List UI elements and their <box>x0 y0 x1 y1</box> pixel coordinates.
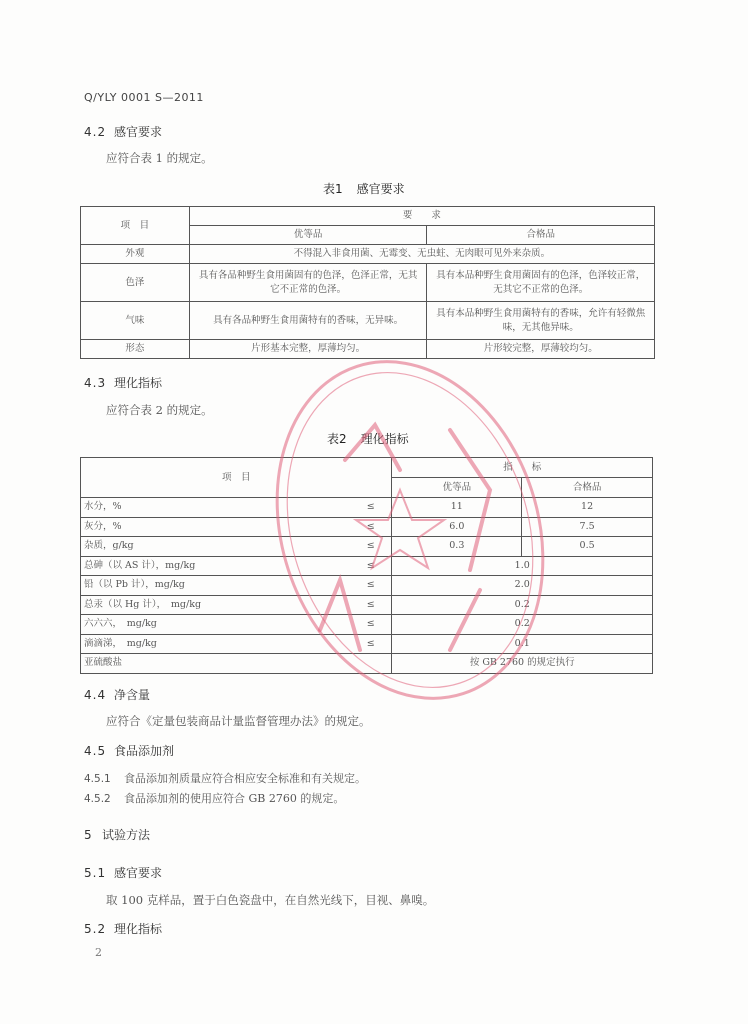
row-name: 灰分，% <box>81 517 351 537</box>
table-row <box>81 264 655 302</box>
section-number: 5.2 <box>84 922 107 936</box>
row-grade-1-value: 0.3 <box>392 537 522 557</box>
row-symbol: ≤ <box>350 517 392 537</box>
table-header-item: 项 目 <box>81 207 190 245</box>
section-5-2-heading <box>84 920 162 937</box>
physicochemical-index-table <box>80 457 653 674</box>
table-row <box>81 302 655 340</box>
section-4-4-heading <box>84 686 150 703</box>
section-4-5-1 <box>84 770 366 786</box>
row-grade-2-value: 具有本品种野生食用菌固有的色泽，色泽较正常，无其它不正常的色泽。 <box>427 264 655 302</box>
row-symbol: ≤ <box>350 615 392 635</box>
table-header-index: 指 标 <box>392 458 653 478</box>
section-title: 试验方法 <box>102 828 151 842</box>
table-row <box>81 576 653 596</box>
row-grade-2-value: 7.5 <box>522 517 653 537</box>
section-4-2-heading <box>84 123 162 140</box>
section-title: 理化指标 <box>114 376 163 390</box>
row-item: 色泽 <box>81 264 190 302</box>
row-grade-2-value: 0.5 <box>522 537 653 557</box>
row-name: 滴滴涕， mg/kg <box>81 634 351 654</box>
table-row <box>81 595 653 615</box>
row-name: 铅（以 Pb 计），mg/kg <box>81 576 351 596</box>
row-name: 杂质，g/kg <box>81 537 351 557</box>
section-number: 4.5 <box>84 744 107 758</box>
section-5-heading <box>84 826 150 843</box>
row-grade-1-value: 具有各品种野生食用菌特有的香味，无异味。 <box>189 302 427 340</box>
row-name: 总汞（以 Hg 计）， mg/kg <box>81 595 351 615</box>
row-grade-1-value: 片形基本完整，厚薄均匀。 <box>189 340 427 359</box>
section-4-5-2 <box>84 790 344 806</box>
row-name: 总砷（以 AS 计），mg/kg <box>81 556 351 576</box>
row-name: 六六六， mg/kg <box>81 615 351 635</box>
row-grade-1-value: 6.0 <box>392 517 522 537</box>
row-symbol: ≤ <box>350 537 392 557</box>
section-4-4-text: 应符合《定量包装商品计量监督管理办法》的规定。 <box>106 714 371 728</box>
table-row <box>81 245 655 264</box>
caption-title: 理化指标 <box>360 432 409 446</box>
row-merged-value: 2.0 <box>392 576 653 596</box>
row-symbol: ≤ <box>350 576 392 596</box>
section-number: 5 <box>84 828 93 842</box>
section-4-2-text: 应符合表 1 的规定。 <box>106 151 213 165</box>
row-merged-value: 不得混入非食用菌、无霉变、无虫蛀、无肉眼可见外来杂质。 <box>189 245 654 264</box>
table-row <box>81 615 653 635</box>
row-grade-2-value: 具有本品种野生食用菌特有的香味，允许有轻微焦味，无其他异味。 <box>427 302 655 340</box>
clause-number: 4.5.2 <box>84 793 111 805</box>
row-grade-2-value: 12 <box>522 498 653 518</box>
table-2-caption <box>327 430 409 447</box>
page-number: 2 <box>95 946 102 959</box>
section-number: 4.3 <box>84 376 107 390</box>
row-merged-value: 按 GB 2760 的规定执行 <box>392 654 653 674</box>
section-number: 4.2 <box>84 125 107 139</box>
table-row <box>81 634 653 654</box>
row-name: 亚硫酸盐 <box>81 654 351 674</box>
section-title: 食品添加剂 <box>114 744 175 758</box>
clause-text: 食品添加剂质量应符合相应安全标准和有关规定。 <box>124 772 366 785</box>
row-grade-1-value: 11 <box>392 498 522 518</box>
row-name: 水分，% <box>81 498 351 518</box>
row-symbol: ≤ <box>350 498 392 518</box>
row-merged-value: 0.2 <box>392 615 653 635</box>
standard-id: Q/YLY 0001 S—2011 <box>84 91 204 104</box>
table-row <box>81 517 653 537</box>
table-header-grade-2: 合格品 <box>427 226 655 245</box>
clause-number: 4.5.1 <box>84 773 111 785</box>
row-merged-value: 1.0 <box>392 556 653 576</box>
table-header-grade-1: 优等品 <box>189 226 427 245</box>
table-header-item: 项 目 <box>81 458 392 498</box>
row-item: 形态 <box>81 340 190 359</box>
table-header-requirements: 要 求 <box>189 207 654 226</box>
sensory-requirements-table <box>80 206 655 359</box>
table-row <box>81 498 653 518</box>
row-item: 外观 <box>81 245 190 264</box>
row-symbol: ≤ <box>350 556 392 576</box>
caption-label: 表2 <box>327 432 347 446</box>
row-symbol: ≤ <box>350 595 392 615</box>
caption-title: 感官要求 <box>356 182 405 196</box>
section-number: 4.4 <box>84 688 107 702</box>
table-header-grade-1: 优等品 <box>392 478 522 498</box>
row-symbol: ≤ <box>350 634 392 654</box>
section-4-5-heading <box>84 742 174 759</box>
section-4-3-text: 应符合表 2 的规定。 <box>106 403 213 417</box>
row-grade-2-value: 片形较完整，厚薄较均匀。 <box>427 340 655 359</box>
table-row <box>81 537 653 557</box>
table-row <box>81 340 655 359</box>
table-header-grade-2: 合格品 <box>522 478 653 498</box>
section-title: 感官要求 <box>114 125 163 139</box>
row-item: 气味 <box>81 302 190 340</box>
section-number: 5.1 <box>84 866 107 880</box>
row-symbol <box>350 654 392 674</box>
section-5-1-text: 取 100 克样品，置于白色瓷盘中，在自然光线下，目视、鼻嗅。 <box>106 893 435 907</box>
section-title: 感官要求 <box>114 866 163 880</box>
clause-text: 食品添加剂的使用应符合 GB 2760 的规定。 <box>124 792 345 805</box>
section-title: 净含量 <box>114 688 151 702</box>
section-4-3-heading <box>84 374 162 391</box>
table-1-caption <box>323 180 405 197</box>
row-merged-value: 0.1 <box>392 634 653 654</box>
table-row <box>81 654 653 674</box>
row-merged-value: 0.2 <box>392 595 653 615</box>
table-row <box>81 556 653 576</box>
section-title: 理化指标 <box>114 922 163 936</box>
caption-label: 表1 <box>323 182 343 196</box>
section-5-1-heading <box>84 864 162 881</box>
row-grade-1-value: 具有各品种野生食用菌固有的色泽，色泽正常，无其它不正常的色泽。 <box>189 264 427 302</box>
